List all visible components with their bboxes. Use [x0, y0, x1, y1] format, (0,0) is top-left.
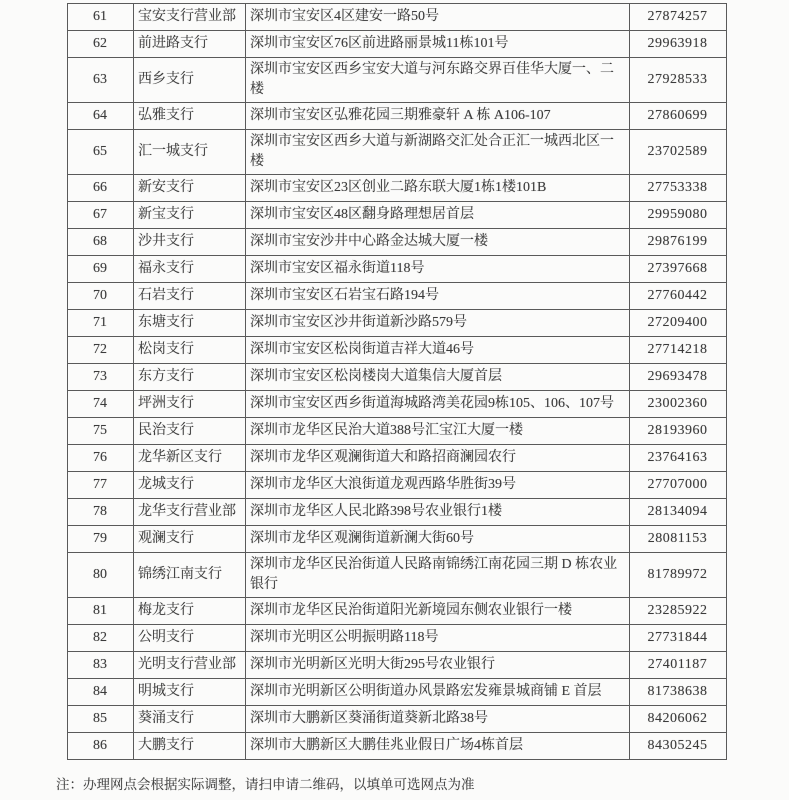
cell-phone: 27760442	[630, 283, 727, 310]
cell-address: 深圳市龙华区人民北路398号农业银行1楼	[246, 499, 630, 526]
branch-table-body	[68, 4, 727, 760]
cell-no: 80	[68, 553, 134, 598]
table-row	[68, 391, 727, 418]
cell-address: 深圳市大鹏新区葵涌街道葵新北路38号	[246, 706, 630, 733]
cell-no: 85	[68, 706, 134, 733]
cell-branch-name: 宝安支行营业部	[134, 4, 246, 31]
table-row	[68, 31, 727, 58]
table-row	[68, 706, 727, 733]
cell-phone: 23285922	[630, 598, 727, 625]
cell-address: 深圳市宝安区沙井街道新沙路579号	[246, 310, 630, 337]
cell-no: 67	[68, 202, 134, 229]
table-row	[68, 175, 727, 202]
cell-branch-name: 石岩支行	[134, 283, 246, 310]
cell-no: 71	[68, 310, 134, 337]
table-row	[68, 283, 727, 310]
table-row	[68, 598, 727, 625]
cell-branch-name: 龙城支行	[134, 472, 246, 499]
cell-phone: 23764163	[630, 445, 727, 472]
cell-phone: 81789972	[630, 553, 727, 598]
cell-address: 深圳市大鹏新区大鹏佳兆业假日广场4栋首层	[246, 733, 630, 760]
cell-address: 深圳市龙华区观澜街道大和路招商澜园农行	[246, 445, 630, 472]
cell-address: 深圳市龙华区大浪街道龙观西路华胜街39号	[246, 472, 630, 499]
table-row	[68, 679, 727, 706]
cell-no: 74	[68, 391, 134, 418]
cell-no: 72	[68, 337, 134, 364]
cell-address: 深圳市光明区公明振明路118号	[246, 625, 630, 652]
cell-phone: 84206062	[630, 706, 727, 733]
cell-branch-name: 汇一城支行	[134, 130, 246, 175]
cell-branch-name: 葵涌支行	[134, 706, 246, 733]
cell-phone: 29963918	[630, 31, 727, 58]
cell-phone: 28134094	[630, 499, 727, 526]
table-row	[68, 256, 727, 283]
cell-address: 深圳市龙华区民治街道人民路南锦绣江南花园三期 D 栋农业银行	[246, 553, 630, 598]
cell-address: 深圳市龙华区观澜街道新澜大街60号	[246, 526, 630, 553]
cell-phone: 27209400	[630, 310, 727, 337]
cell-phone: 23702589	[630, 130, 727, 175]
cell-branch-name: 公明支行	[134, 625, 246, 652]
cell-phone: 28081153	[630, 526, 727, 553]
cell-branch-name: 明城支行	[134, 679, 246, 706]
cell-address: 深圳市宝安区76区前进路丽景城11栋101号	[246, 31, 630, 58]
cell-address: 深圳市宝安区松岗街道吉祥大道46号	[246, 337, 630, 364]
cell-no: 79	[68, 526, 134, 553]
cell-no: 82	[68, 625, 134, 652]
table-row	[68, 229, 727, 256]
cell-branch-name: 龙华支行营业部	[134, 499, 246, 526]
cell-branch-name: 光明支行营业部	[134, 652, 246, 679]
cell-address: 深圳市宝安区4区建安一路50号	[246, 4, 630, 31]
cell-no: 75	[68, 418, 134, 445]
cell-branch-name: 福永支行	[134, 256, 246, 283]
cell-branch-name: 新宝支行	[134, 202, 246, 229]
cell-no: 63	[68, 58, 134, 103]
cell-phone: 27874257	[630, 4, 727, 31]
table-row	[68, 472, 727, 499]
table-row	[68, 4, 727, 31]
cell-branch-name: 梅龙支行	[134, 598, 246, 625]
cell-phone: 27707000	[630, 472, 727, 499]
cell-phone: 28193960	[630, 418, 727, 445]
table-row	[68, 625, 727, 652]
cell-no: 78	[68, 499, 134, 526]
cell-phone: 27753338	[630, 175, 727, 202]
cell-address: 深圳市龙华区民治大道388号汇宝江大厦一楼	[246, 418, 630, 445]
cell-no: 77	[68, 472, 134, 499]
cell-no: 70	[68, 283, 134, 310]
cell-no: 61	[68, 4, 134, 31]
table-row	[68, 130, 727, 175]
table-row	[68, 103, 727, 130]
cell-address: 深圳市光明新区公明街道办风景路宏发雍景城商铺 E 首层	[246, 679, 630, 706]
cell-phone: 29876199	[630, 229, 727, 256]
table-row	[68, 445, 727, 472]
cell-branch-name: 民治支行	[134, 418, 246, 445]
cell-branch-name: 坪洲支行	[134, 391, 246, 418]
cell-phone: 27731844	[630, 625, 727, 652]
table-row	[68, 418, 727, 445]
cell-branch-name: 锦绣江南支行	[134, 553, 246, 598]
cell-branch-name: 新安支行	[134, 175, 246, 202]
table-row	[68, 652, 727, 679]
cell-phone: 27928533	[630, 58, 727, 103]
cell-no: 86	[68, 733, 134, 760]
footer-note: 注：办理网点会根据实际调整，请扫申请二维码，以填单可选网点为准	[56, 777, 475, 792]
cell-no: 83	[68, 652, 134, 679]
cell-branch-name: 龙华新区支行	[134, 445, 246, 472]
cell-address: 深圳市宝安区23区创业二路东联大厦1栋1楼101B	[246, 175, 630, 202]
cell-address: 深圳市宝安区西乡大道与新湖路交汇处合正汇一城西北区一楼	[246, 130, 630, 175]
cell-address: 深圳市宝安区福永街道118号	[246, 256, 630, 283]
cell-phone: 27714218	[630, 337, 727, 364]
cell-no: 65	[68, 130, 134, 175]
cell-no: 84	[68, 679, 134, 706]
cell-no: 62	[68, 31, 134, 58]
table-row	[68, 310, 727, 337]
cell-no: 68	[68, 229, 134, 256]
cell-no: 69	[68, 256, 134, 283]
cell-branch-name: 东塘支行	[134, 310, 246, 337]
cell-branch-name: 沙井支行	[134, 229, 246, 256]
branch-table	[67, 3, 727, 760]
cell-address: 深圳市龙华区民治街道阳光新境园东侧农业银行一楼	[246, 598, 630, 625]
cell-phone: 27401187	[630, 652, 727, 679]
table-row	[68, 364, 727, 391]
table-row	[68, 733, 727, 760]
cell-address: 深圳市宝安区石岩宝石路194号	[246, 283, 630, 310]
cell-phone: 27860699	[630, 103, 727, 130]
cell-branch-name: 松岗支行	[134, 337, 246, 364]
table-row	[68, 58, 727, 103]
cell-no: 66	[68, 175, 134, 202]
cell-branch-name: 弘雅支行	[134, 103, 246, 130]
table-row	[68, 553, 727, 598]
cell-no: 73	[68, 364, 134, 391]
cell-phone: 84305245	[630, 733, 727, 760]
table-row	[68, 337, 727, 364]
cell-phone: 29959080	[630, 202, 727, 229]
cell-phone: 29693478	[630, 364, 727, 391]
cell-address: 深圳市宝安区弘雅花园三期雅豪轩 A 栋 A106-107	[246, 103, 630, 130]
cell-address: 深圳市宝安区48区翻身路理想居首层	[246, 202, 630, 229]
cell-address: 深圳市宝安区松岗楼岗大道集信大厦首层	[246, 364, 630, 391]
table-row	[68, 499, 727, 526]
cell-phone: 81738638	[630, 679, 727, 706]
cell-address: 深圳市宝安区西乡宝安大道与河东路交界百佳华大厦一、二楼	[246, 58, 630, 103]
cell-no: 81	[68, 598, 134, 625]
cell-phone: 27397668	[630, 256, 727, 283]
cell-address: 深圳市宝安沙井中心路金达城大厦一楼	[246, 229, 630, 256]
cell-branch-name: 大鹏支行	[134, 733, 246, 760]
cell-address: 深圳市宝安区西乡街道海城路湾美花园9栋105、106、107号	[246, 391, 630, 418]
cell-address: 深圳市光明新区光明大街295号农业银行	[246, 652, 630, 679]
cell-branch-name: 西乡支行	[134, 58, 246, 103]
table-row	[68, 526, 727, 553]
cell-branch-name: 东方支行	[134, 364, 246, 391]
cell-no: 64	[68, 103, 134, 130]
table-row	[68, 202, 727, 229]
cell-branch-name: 前进路支行	[134, 31, 246, 58]
cell-phone: 23002360	[630, 391, 727, 418]
cell-branch-name: 观澜支行	[134, 526, 246, 553]
cell-no: 76	[68, 445, 134, 472]
